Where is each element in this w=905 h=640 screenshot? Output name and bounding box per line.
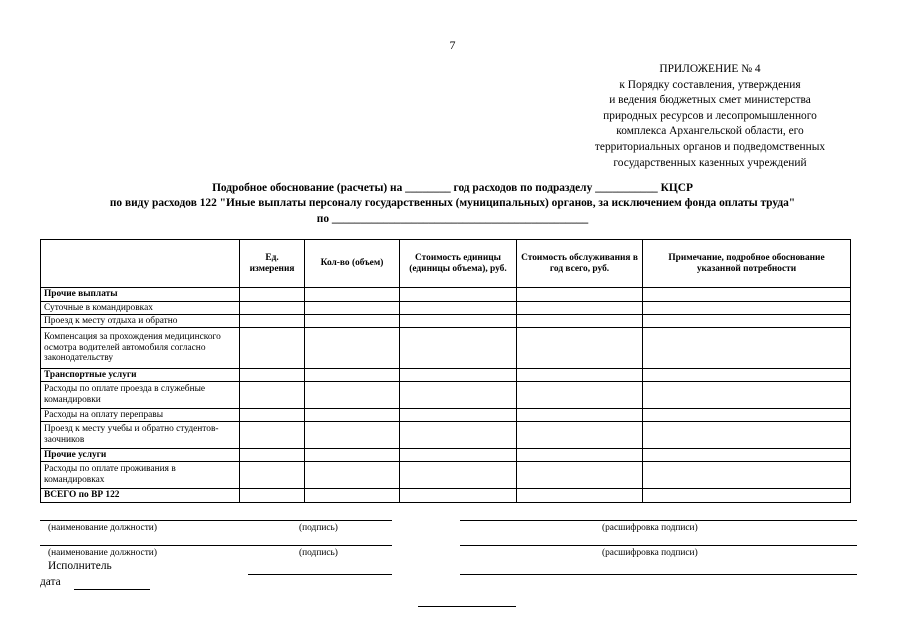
column-header: Ед. измерения [240,240,305,288]
appendix-block [560,62,860,171]
table-cell[interactable] [240,422,305,449]
table-cell[interactable] [400,449,517,462]
row-label: Проезд к месту учебы и обратно студентов-заочников [41,422,240,449]
table-cell[interactable] [517,422,643,449]
executor-label: Исполнитель [48,560,112,572]
table-cell[interactable] [305,315,400,328]
row-label: Расходы на оплату переправы [41,409,240,422]
table-cell[interactable] [517,369,643,382]
table-cell[interactable] [643,462,851,489]
table-cell[interactable] [240,369,305,382]
document-heading [20,181,885,227]
signature-caption: (подпись) [299,548,338,558]
table-cell[interactable] [305,422,400,449]
row-label: Транспортные услуги [41,369,240,382]
table-cell[interactable] [305,382,400,409]
table-cell[interactable] [517,489,643,503]
row-label: Суточные в командировках [41,302,240,315]
date-line [74,589,150,590]
row-label: Прочие выплаты [41,288,240,302]
row-label: Прочие услуги [41,449,240,462]
table-cell[interactable] [305,409,400,422]
appendix-line: и ведения бюджетных смет министерства [609,94,811,107]
appendix-title: ПРИЛОЖЕНИЕ № 4 [659,63,761,75]
position-caption: (наименование должности) [48,548,157,558]
signature-line [40,520,392,521]
table-row [41,462,851,489]
table-cell[interactable] [240,449,305,462]
table-row [41,489,851,503]
table-cell[interactable] [240,288,305,302]
column-header: Стоимость обслуживания в год всего, руб. [517,240,643,288]
table-cell[interactable] [400,382,517,409]
row-label: ВСЕГО по ВР 122 [41,489,240,503]
heading-line-1: Подробное обоснование (расчеты) на ________ год расходов по подразделу ___________ КЦСР [212,182,693,194]
heading-line-2: по виду расходов 122 "Иные выплаты персоналу государственных (муниципальных) органов, за исключением фонда оплаты труда" [109,197,796,210]
table-row [41,288,851,302]
table-cell[interactable] [643,315,851,328]
table-cell[interactable] [400,328,517,369]
table-cell[interactable] [305,328,400,369]
appendix-line: государственных казенных учреждений [613,156,807,169]
table-row [41,422,851,449]
table-cell[interactable] [400,369,517,382]
decode-caption: (расшифровка подписи) [602,548,698,558]
table-cell[interactable] [400,409,517,422]
table-row [41,328,851,369]
table-cell[interactable] [305,462,400,489]
table-cell[interactable] [305,369,400,382]
table-cell[interactable] [305,288,400,302]
table-cell[interactable] [643,409,851,422]
executor-signature-line [248,574,392,575]
table-cell[interactable] [400,422,517,449]
table-cell[interactable] [643,288,851,302]
table-cell[interactable] [400,489,517,503]
table-cell[interactable] [517,409,643,422]
table-cell[interactable] [643,369,851,382]
table-cell[interactable] [643,489,851,503]
table-cell[interactable] [643,449,851,462]
table-cell[interactable] [240,462,305,489]
table-cell[interactable] [517,302,643,315]
calculation-table [40,239,851,503]
table-cell[interactable] [305,489,400,503]
table-row [41,302,851,315]
heading-line-3: по _____________________________________________ [316,212,589,225]
row-label: Расходы по оплате проживания в командировках [41,462,240,489]
column-header: Кол-во (объем) [305,240,400,288]
signature-line [460,545,857,546]
table-cell[interactable] [517,315,643,328]
table-cell[interactable] [305,302,400,315]
signature-line [40,545,392,546]
table-body [41,288,851,503]
table-row [41,409,851,422]
table-cell[interactable] [643,302,851,315]
table-cell[interactable] [643,422,851,449]
table-cell[interactable] [517,288,643,302]
row-label: Компенсация за прохождения медицинского осмотра водителей автомобиля согласно законодательству [41,328,240,369]
table-cell[interactable] [400,288,517,302]
signature-line [460,520,857,521]
column-header: Примечание, подробное обоснование указанной потребности [643,240,851,288]
column-header: Стоимость единицы (единицы объема), руб. [400,240,517,288]
table-cell[interactable] [240,315,305,328]
row-label: Расходы по оплате проезда в служебные командировки [41,382,240,409]
table-row [41,315,851,328]
table-cell[interactable] [240,328,305,369]
footer-line [418,606,516,607]
table-row [41,449,851,462]
decode-caption: (расшифровка подписи) [602,523,698,533]
table-cell[interactable] [305,449,400,462]
table-cell[interactable] [240,409,305,422]
table-row [41,382,851,409]
table-cell[interactable] [643,382,851,409]
appendix-line: комплекса Архангельской области, его [616,125,804,138]
row-label: Проезд к месту отдыха и обратно [41,315,240,328]
table-cell[interactable] [240,489,305,503]
table-cell[interactable] [517,328,643,369]
table-cell[interactable] [643,328,851,369]
page-number: 7 [449,38,456,52]
table-row [41,369,851,382]
table-cell[interactable] [240,382,305,409]
table-cell[interactable] [517,462,643,489]
appendix-line: территориальных органов и подведомственных [594,140,826,153]
table-header-row [41,240,851,288]
position-caption: (наименование должности) [48,523,157,533]
table-cell[interactable] [400,462,517,489]
table-cell[interactable] [517,382,643,409]
table-cell[interactable] [400,302,517,315]
appendix-line: природных ресурсов и лесопромышленного [603,109,817,122]
signature-caption: (подпись) [299,523,338,533]
table-cell[interactable] [240,302,305,315]
date-label: дата [40,576,61,588]
executor-decode-line [460,574,857,575]
column-header [41,240,240,288]
table-cell[interactable] [517,449,643,462]
table-cell[interactable] [400,315,517,328]
appendix-line: к Порядку составления, утверждения [619,78,801,91]
